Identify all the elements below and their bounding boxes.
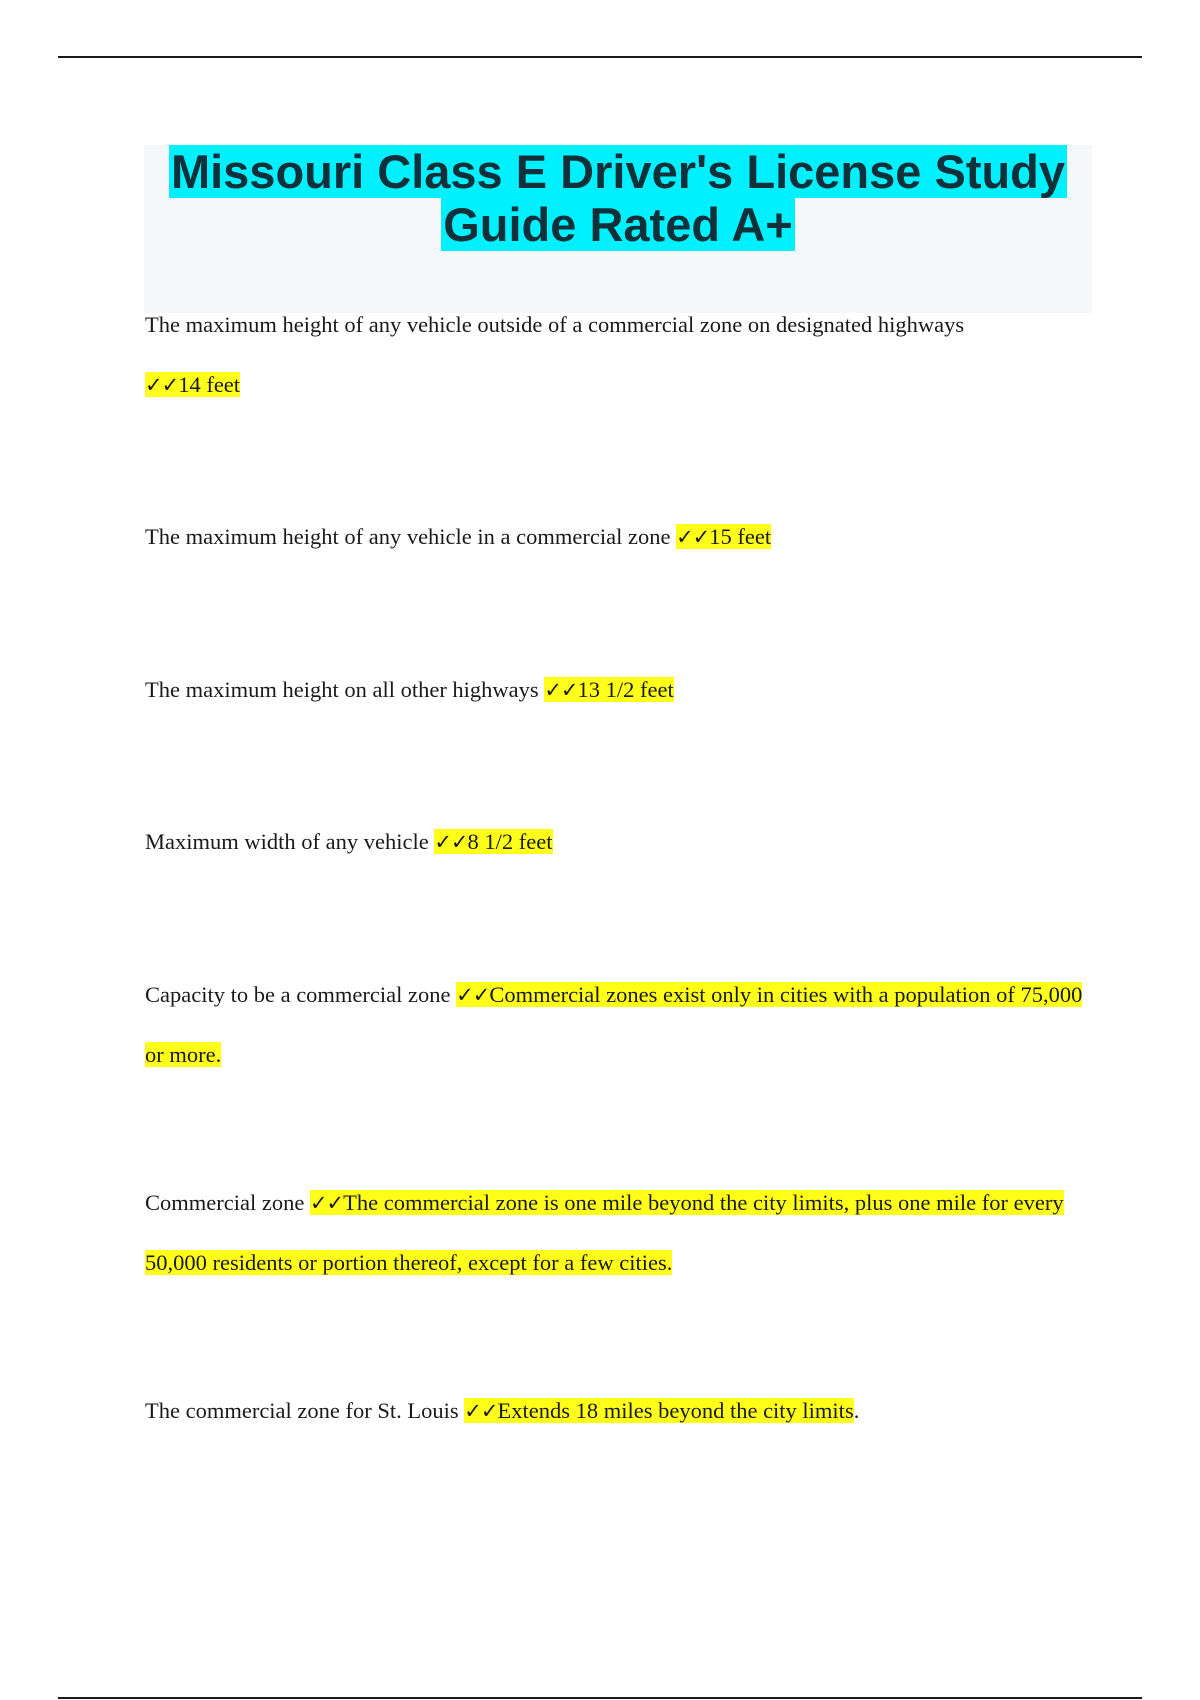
answer-highlight (434, 829, 552, 854)
qa-item (145, 295, 1090, 415)
title-line-2: Guide Rated A+ (443, 198, 793, 251)
answer-text: The commercial zone is one mile beyond the city limits, plus one mile for every 50,000 residents or portion thereof, except for a few cities. (145, 1190, 1064, 1275)
double-check-icon: ✓✓ (434, 830, 468, 854)
title-block (144, 145, 1092, 313)
qa-item (145, 1381, 1090, 1441)
answer-text: Extends 18 miles beyond the city limits (497, 1398, 854, 1423)
answer-highlight (544, 677, 673, 702)
double-check-icon: ✓✓ (456, 983, 490, 1007)
answer-text: 13 1/2 feet (577, 677, 674, 702)
qa-item (145, 507, 1090, 567)
answer-text: 14 feet (178, 372, 241, 397)
title-line-1: Missouri Class E Driver's License Study (170, 145, 1066, 198)
double-check-icon: ✓✓ (544, 678, 578, 702)
double-check-icon: ✓✓ (676, 525, 710, 549)
document-title (144, 145, 1092, 251)
qa-item (145, 1173, 1090, 1293)
question-text: The maximum height of any vehicle outside of a commercial zone on designated highways (145, 312, 965, 337)
answer-highlight (676, 524, 771, 549)
answer-text: 15 feet (709, 524, 772, 549)
trailing-text: . (853, 1398, 860, 1423)
top-rule (58, 56, 1142, 58)
double-check-icon: ✓✓ (145, 373, 179, 397)
qa-item (145, 812, 1090, 872)
double-check-icon: ✓✓ (309, 1191, 344, 1215)
qa-item (145, 965, 1090, 1085)
question-text: Capacity to be a commercial zone (145, 982, 451, 1007)
question-text: The maximum height on all other highways (145, 677, 539, 702)
answer-highlight (464, 1398, 853, 1423)
question-text: The maximum height of any vehicle in a commercial zone (145, 524, 671, 549)
question-text: Maximum width of any vehicle (145, 829, 429, 854)
answer-text: Commercial zones exist only in cities with a population of 75,000 or more. (145, 982, 1083, 1067)
question-text: The commercial zone for St. Louis (145, 1398, 459, 1423)
bottom-rule (58, 1697, 1142, 1699)
answer-text: 8 1/2 feet (467, 829, 553, 854)
question-text: Commercial zone (145, 1190, 305, 1215)
answer-highlight (145, 372, 240, 397)
double-check-icon: ✓✓ (464, 1399, 498, 1423)
qa-item (145, 660, 1090, 720)
